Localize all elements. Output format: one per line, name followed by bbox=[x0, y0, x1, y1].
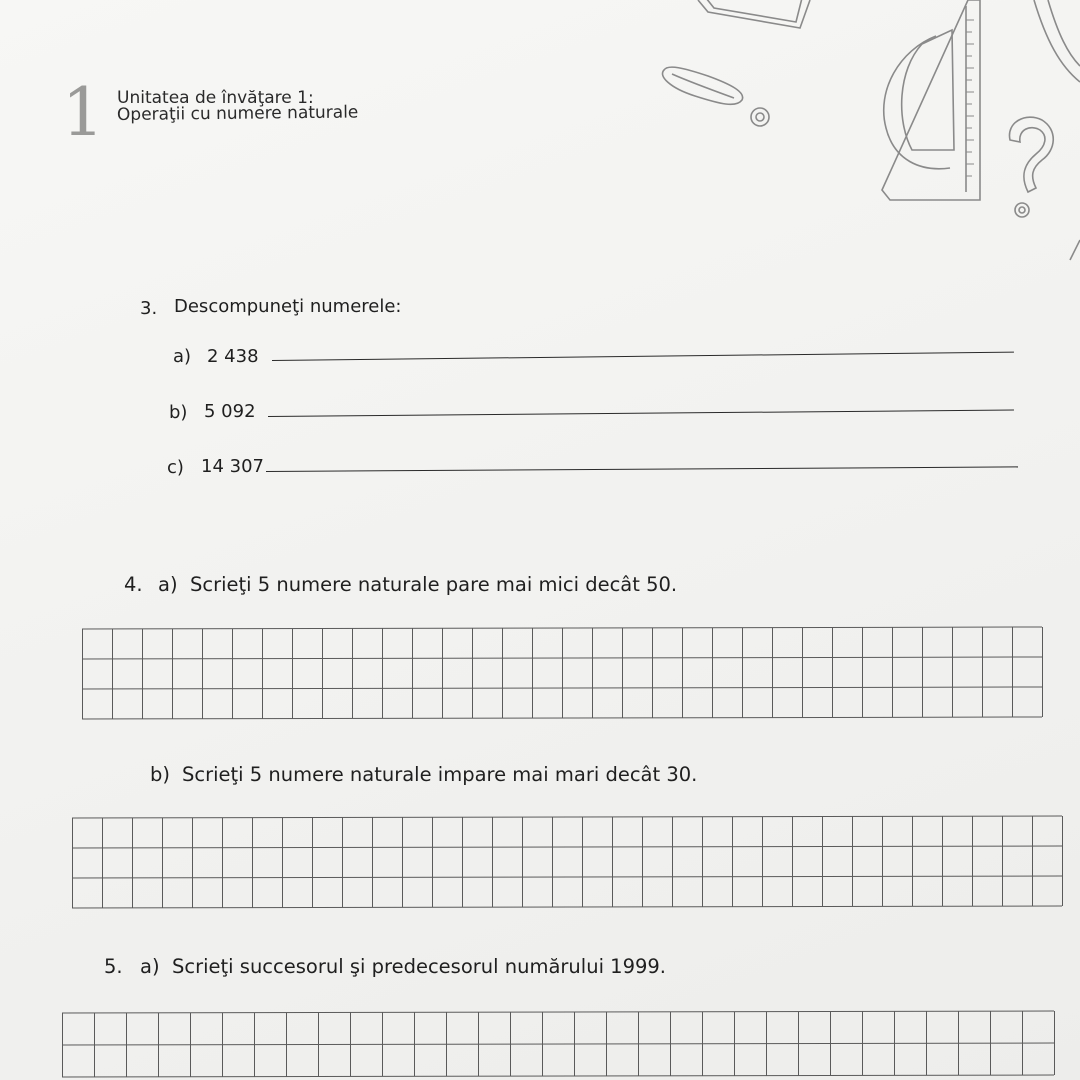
exercise-3c-label: c) bbox=[167, 457, 184, 478]
answer-grid-5a[interactable] bbox=[62, 1010, 1080, 1080]
exercise-3c-value: 14 307 bbox=[201, 456, 264, 477]
exercise-3a-value: 2 438 bbox=[207, 346, 259, 367]
unit-number: 1 bbox=[62, 74, 104, 151]
protractor-icon bbox=[882, 0, 980, 200]
answer-line-3a[interactable] bbox=[272, 352, 1014, 361]
exercise-4-number: 4. bbox=[124, 573, 143, 596]
unit-subtitle: Operaţii cu numere naturale bbox=[116, 102, 359, 125]
answer-line-3c[interactable] bbox=[266, 466, 1018, 472]
answer-grid-4a[interactable] bbox=[82, 626, 1070, 726]
exercise-3b-value: 5 092 bbox=[204, 401, 256, 422]
exercise-5a-label: a) bbox=[140, 955, 160, 978]
exercise-3-number: 3. bbox=[140, 298, 158, 319]
exercise-3a-label: a) bbox=[173, 346, 192, 367]
exercise-4b-label: b) bbox=[150, 763, 170, 786]
question-mark-icon bbox=[1009, 117, 1053, 217]
exercise-3-prompt: Descompuneţi numerele: bbox=[174, 296, 402, 317]
exercise-5-number: 5. bbox=[104, 955, 123, 978]
exclamation-mark-icon bbox=[662, 67, 769, 126]
exercise-3b-label: b) bbox=[169, 402, 188, 423]
school-supplies-decoration bbox=[650, 0, 1080, 280]
answer-line-3b[interactable] bbox=[268, 409, 1014, 417]
exercise-5a-text: Scrieţi succesorul şi predecesorul numărului 1999. bbox=[172, 955, 667, 978]
exercise-4b-text: Scrieţi 5 numere naturale impare mai mari decât 30. bbox=[182, 763, 698, 786]
unit-title: Unitatea de învăţare 1: bbox=[117, 88, 314, 108]
exercise-4a-label: a) bbox=[158, 573, 178, 596]
answer-grid-4b[interactable] bbox=[72, 815, 1076, 927]
exercise-4a-text: Scrieţi 5 numere naturale pare mai mici decât 50. bbox=[190, 573, 678, 596]
ruler-icon bbox=[698, 0, 810, 28]
